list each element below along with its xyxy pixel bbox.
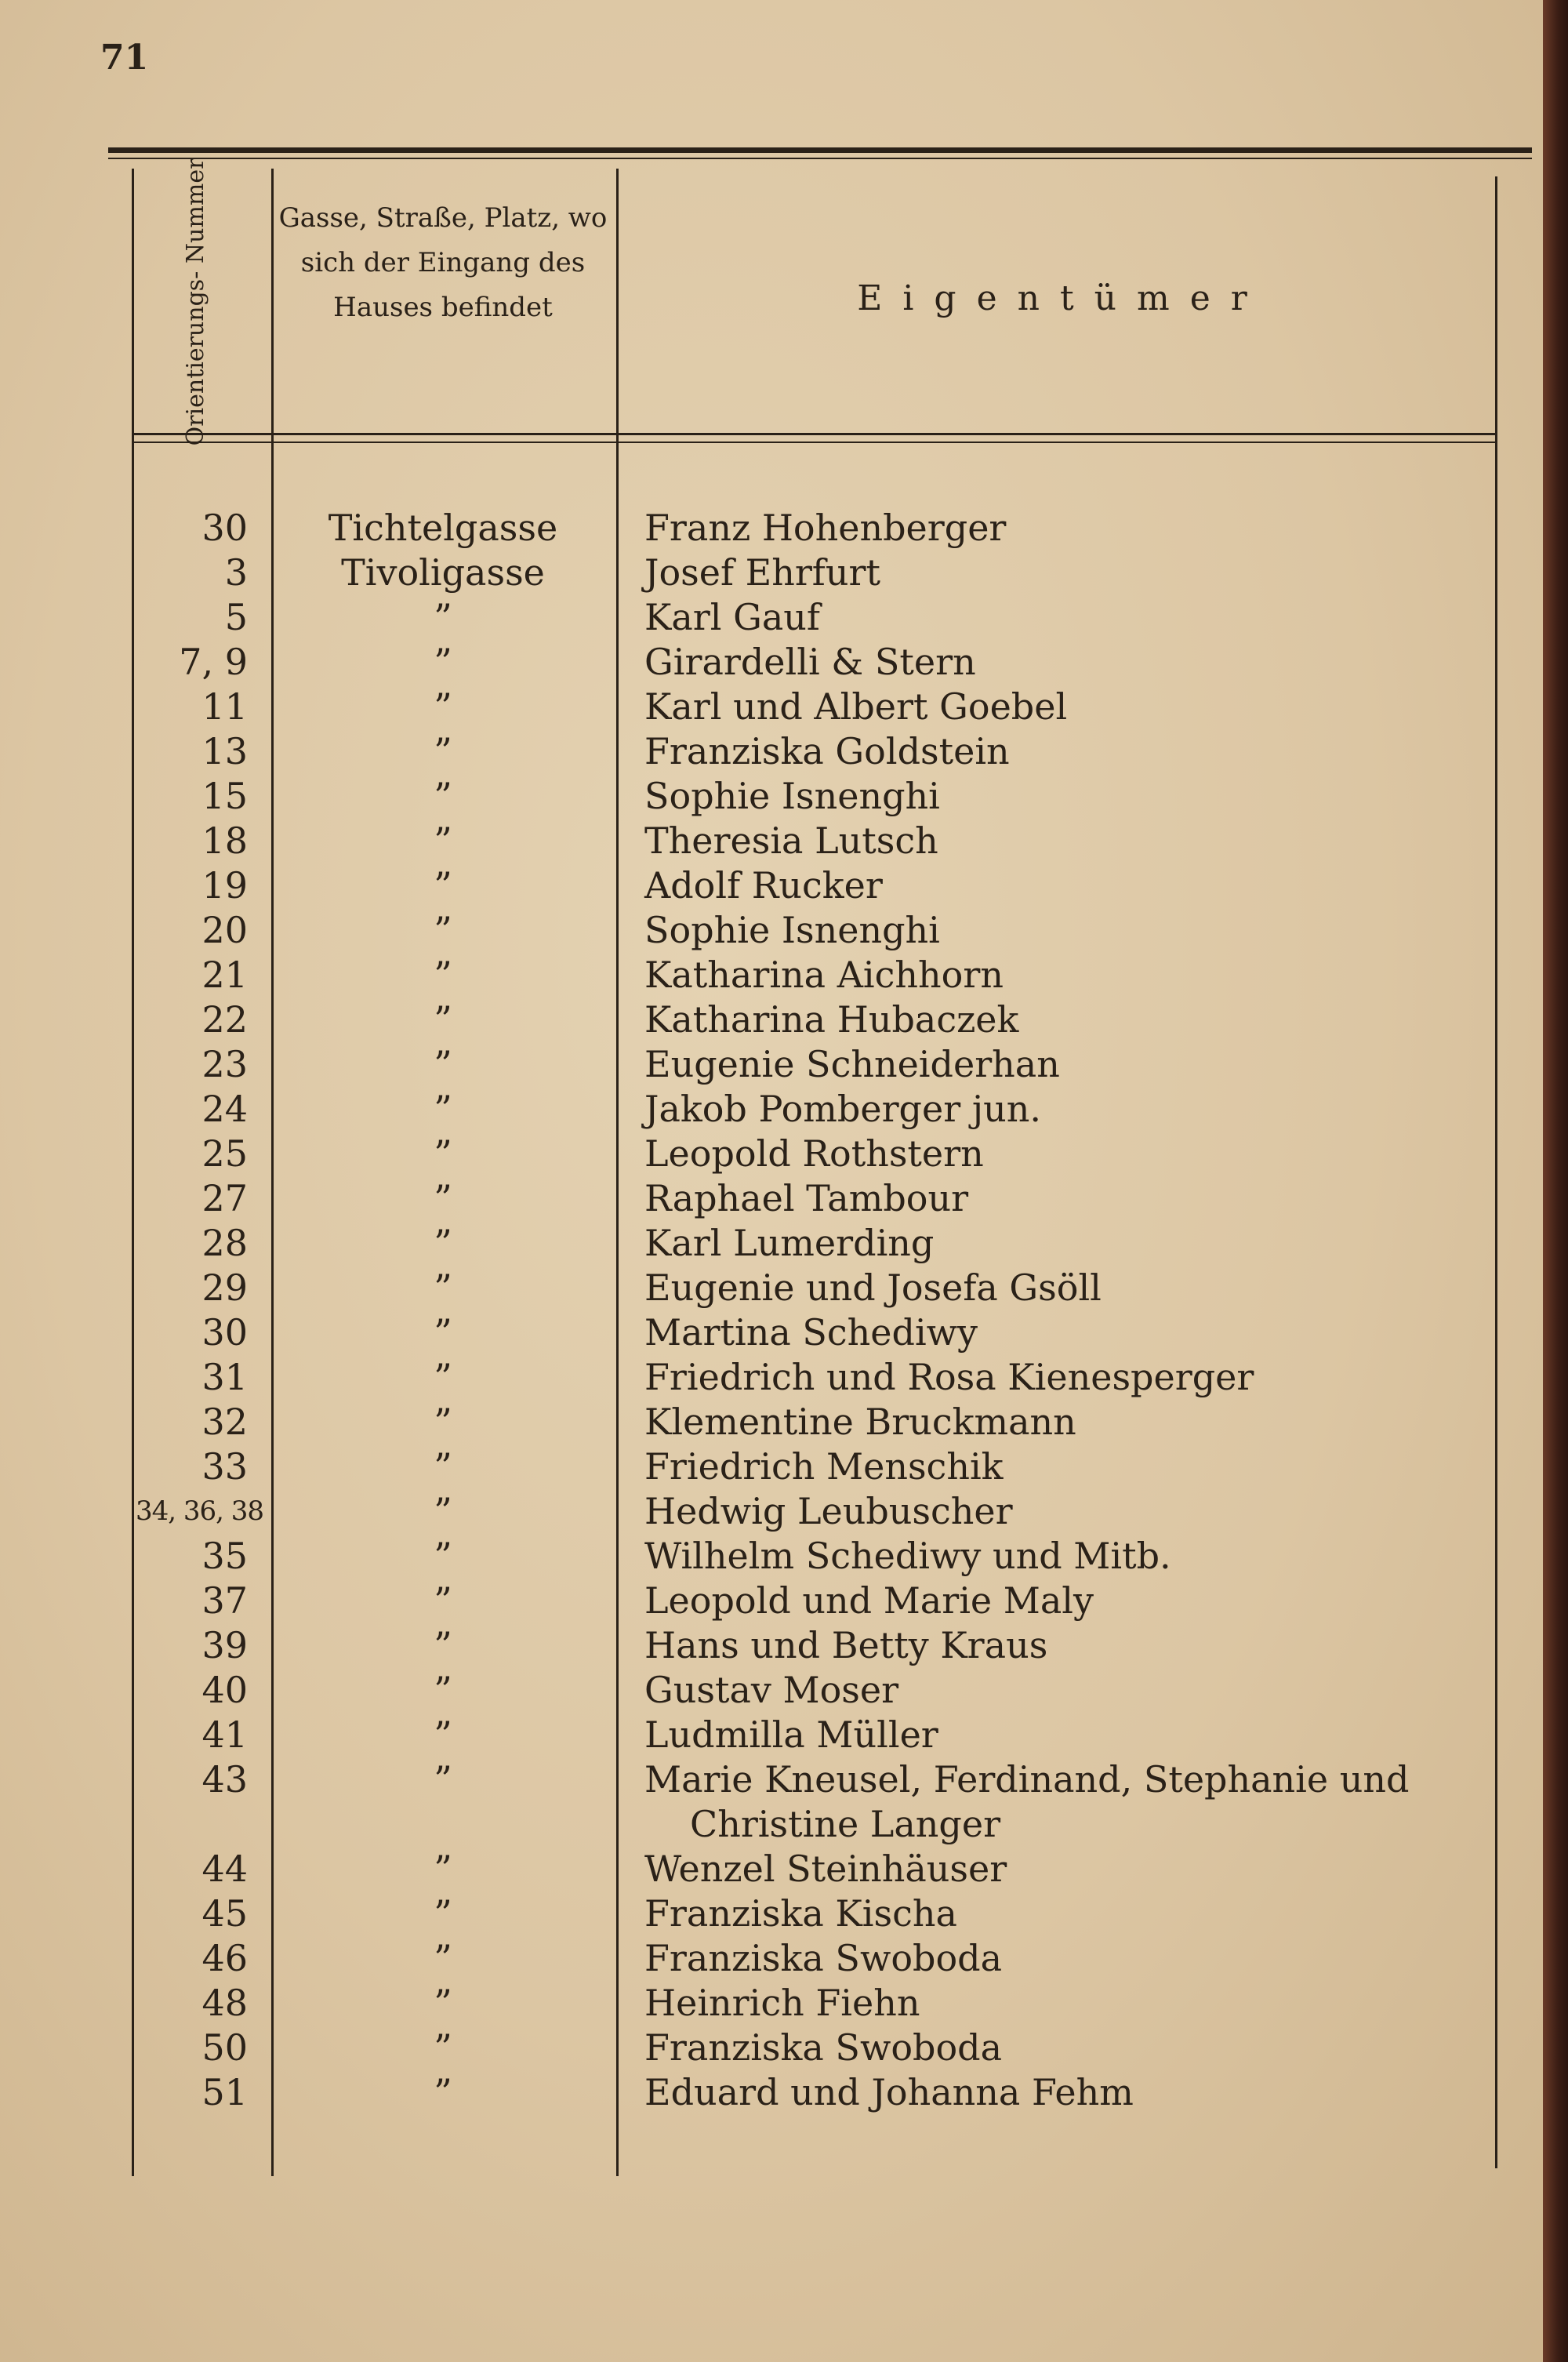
street-ditto: ” bbox=[434, 1177, 452, 1219]
top-rule-thin bbox=[108, 158, 1532, 159]
house-number: 24 bbox=[201, 1088, 248, 1130]
table-row bbox=[0, 1489, 1543, 1534]
street-ditto: ” bbox=[434, 1669, 452, 1711]
house-number: 28 bbox=[201, 1222, 248, 1264]
table-row bbox=[0, 595, 1543, 640]
house-number: 44 bbox=[201, 1848, 248, 1890]
street-ditto: ” bbox=[434, 1758, 452, 1801]
owner-name: Adolf Rucker bbox=[644, 864, 883, 907]
header-rule-lower bbox=[132, 442, 1497, 443]
street-ditto: ” bbox=[434, 685, 452, 728]
owner-name: Jakob Pomberger jun. bbox=[644, 1088, 1041, 1130]
table-row bbox=[0, 1444, 1543, 1489]
owner-name: Franziska Swoboda bbox=[644, 2026, 1003, 2069]
street-ditto: ” bbox=[434, 1982, 452, 2024]
house-number: 43 bbox=[201, 1758, 248, 1801]
header-street: Gasse, Straße, Platz, wo sich der Eingang des Hauses befindet bbox=[278, 202, 608, 323]
table-row bbox=[0, 908, 1543, 953]
table-row bbox=[0, 1891, 1543, 1936]
house-number: 18 bbox=[201, 819, 248, 862]
house-number: 3 bbox=[224, 551, 248, 594]
table-row bbox=[0, 1310, 1543, 1355]
street-ditto: ” bbox=[434, 2071, 452, 2113]
owner-name: Wilhelm Schediwy und Mitb. bbox=[644, 1535, 1171, 1577]
owner-name: Franz Hohenberger bbox=[644, 507, 1007, 549]
house-number: 5 bbox=[224, 596, 248, 638]
header-number bbox=[157, 158, 235, 446]
street-ditto: ” bbox=[434, 1848, 452, 1890]
street-ditto: ” bbox=[434, 1713, 452, 1756]
street-ditto: ” bbox=[434, 641, 452, 683]
house-number: 30 bbox=[201, 507, 248, 549]
street-ditto: ” bbox=[434, 1311, 452, 1354]
house-number: 41 bbox=[201, 1713, 248, 1756]
owner-name: Leopold Rothstern bbox=[644, 1132, 984, 1175]
table-row bbox=[0, 1400, 1543, 1444]
street-ditto: ” bbox=[434, 1222, 452, 1264]
table-row bbox=[0, 1176, 1543, 1221]
house-number: 35 bbox=[201, 1535, 248, 1577]
owner-name: Eduard und Johanna Fehm bbox=[644, 2071, 1134, 2113]
table-row bbox=[0, 1042, 1543, 1087]
street-ditto: ” bbox=[434, 1624, 452, 1666]
table-row bbox=[0, 1757, 1543, 1847]
owner-name: Katharina Aichhorn bbox=[644, 954, 1004, 996]
table-row bbox=[0, 997, 1543, 1042]
page-number: 71 bbox=[100, 38, 149, 78]
house-number: 34, 36, 38 bbox=[135, 1495, 263, 1527]
house-number: 19 bbox=[201, 864, 248, 907]
street-ditto: ” bbox=[434, 1132, 452, 1175]
street-ditto: ” bbox=[434, 596, 452, 638]
owner-name-line1: Marie Kneusel, Ferdinand, Stephanie und bbox=[644, 1758, 1410, 1801]
house-number: 23 bbox=[201, 1043, 248, 1085]
table-row bbox=[0, 2026, 1543, 2070]
street-ditto: ” bbox=[434, 1043, 452, 1085]
owner-name: Leopold und Marie Maly bbox=[644, 1579, 1094, 1622]
house-number: 37 bbox=[201, 1579, 248, 1622]
owner-name-line2: Christine Langer bbox=[690, 1803, 1001, 1845]
street-ditto: ” bbox=[434, 954, 452, 996]
table-row bbox=[0, 2070, 1543, 2115]
table-row bbox=[0, 1579, 1543, 1623]
owner-name: Josef Ehrfurt bbox=[644, 551, 880, 594]
street-name: Tivoligasse bbox=[341, 551, 545, 594]
table-row bbox=[0, 1132, 1543, 1176]
table-row bbox=[0, 685, 1543, 729]
owner-name: Karl Lumerding bbox=[644, 1222, 935, 1264]
owner-name: Eugenie und Josefa Gsöll bbox=[644, 1266, 1102, 1309]
top-rule bbox=[108, 147, 1532, 153]
house-number: 25 bbox=[201, 1132, 248, 1175]
header-owner: Eigentümer bbox=[857, 278, 1268, 318]
house-number: 22 bbox=[201, 998, 248, 1041]
table-row bbox=[0, 1981, 1543, 2026]
street-ditto: ” bbox=[434, 1535, 452, 1577]
table-row bbox=[0, 863, 1543, 908]
house-number: 39 bbox=[201, 1624, 248, 1666]
owner-name: Martina Schediwy bbox=[644, 1311, 978, 1354]
owner-name: Karl Gauf bbox=[644, 596, 820, 638]
owner-name: Raphael Tambour bbox=[644, 1177, 969, 1219]
table-row bbox=[0, 1623, 1543, 1668]
street-ditto: ” bbox=[434, 1401, 452, 1443]
table-row bbox=[0, 1266, 1543, 1310]
table-row bbox=[0, 819, 1543, 863]
house-number: 33 bbox=[201, 1445, 248, 1488]
table-row bbox=[0, 551, 1543, 595]
owner-name: Hans und Betty Kraus bbox=[644, 1624, 1048, 1666]
street-ditto: ” bbox=[434, 2026, 452, 2069]
street-ditto: ” bbox=[434, 1579, 452, 1622]
house-number: 40 bbox=[201, 1669, 248, 1711]
owner-name: Friedrich und Rosa Kienesperger bbox=[644, 1356, 1254, 1398]
owner-name: Franziska Kischa bbox=[644, 1892, 957, 1935]
owner-name: Sophie Isnenghi bbox=[644, 775, 940, 817]
house-number: 7, 9 bbox=[179, 641, 248, 683]
owner-name: Katharina Hubaczek bbox=[644, 998, 1019, 1041]
street-ditto: ” bbox=[434, 864, 452, 907]
owner-name: Franziska Goldstein bbox=[644, 730, 1010, 772]
table-row bbox=[0, 506, 1543, 551]
street-ditto: ” bbox=[434, 909, 452, 951]
owner-name: Karl und Albert Goebel bbox=[644, 685, 1068, 728]
owner-name bbox=[644, 1757, 1487, 1847]
street-ditto: ” bbox=[434, 1445, 452, 1488]
table-body bbox=[0, 506, 1543, 2115]
table-row bbox=[0, 1087, 1543, 1132]
house-number: 15 bbox=[201, 775, 248, 817]
house-number: 46 bbox=[201, 1937, 248, 1979]
table-row bbox=[0, 1534, 1543, 1579]
house-number: 50 bbox=[201, 2026, 248, 2069]
owner-name: Friedrich Menschik bbox=[644, 1445, 1004, 1488]
owner-name: Theresia Lutsch bbox=[644, 819, 938, 862]
house-number: 29 bbox=[201, 1266, 248, 1309]
owner-name: Gustav Moser bbox=[644, 1669, 899, 1711]
table-row bbox=[0, 1355, 1543, 1400]
owner-name: Klementine Bruckmann bbox=[644, 1401, 1076, 1443]
book-spine bbox=[1543, 0, 1568, 2362]
house-number: 11 bbox=[201, 685, 248, 728]
owner-name: Ludmilla Müller bbox=[644, 1713, 938, 1756]
table-row bbox=[0, 1221, 1543, 1266]
owner-name: Girardelli & Stern bbox=[644, 641, 976, 683]
table-row bbox=[0, 1847, 1543, 1891]
street-ditto: ” bbox=[434, 1088, 452, 1130]
house-number: 30 bbox=[201, 1311, 248, 1354]
owner-name: Hedwig Leubuscher bbox=[644, 1490, 1013, 1532]
owner-name: Franziska Swoboda bbox=[644, 1937, 1003, 1979]
street-ditto: ” bbox=[434, 1892, 452, 1935]
house-number: 27 bbox=[201, 1177, 248, 1219]
house-number: 45 bbox=[201, 1892, 248, 1935]
house-number: 13 bbox=[201, 730, 248, 772]
street-ditto: ” bbox=[434, 998, 452, 1041]
street-ditto: ” bbox=[434, 730, 452, 772]
table-row bbox=[0, 640, 1543, 685]
owner-name: Sophie Isnenghi bbox=[644, 909, 940, 951]
table-row bbox=[0, 1936, 1543, 1981]
header-number-label: Orientierungs- Nummer bbox=[182, 158, 209, 446]
street-ditto: ” bbox=[434, 1937, 452, 1979]
street-ditto: ” bbox=[434, 1266, 452, 1309]
header-rule bbox=[132, 433, 1497, 435]
house-number: 31 bbox=[201, 1356, 248, 1398]
table-row bbox=[0, 1713, 1543, 1757]
table-row bbox=[0, 774, 1543, 819]
house-number: 48 bbox=[201, 1982, 248, 2024]
house-number: 21 bbox=[201, 954, 248, 996]
street-ditto: ” bbox=[434, 1356, 452, 1398]
street-ditto: ” bbox=[434, 775, 452, 817]
owner-name: Heinrich Fiehn bbox=[644, 1982, 920, 2024]
street-ditto: ” bbox=[434, 1490, 452, 1532]
table-row bbox=[0, 1668, 1543, 1713]
table-row bbox=[0, 953, 1543, 997]
table-row bbox=[0, 729, 1543, 774]
owner-name: Eugenie Schneiderhan bbox=[644, 1043, 1060, 1085]
street-ditto: ” bbox=[434, 819, 452, 862]
house-number: 32 bbox=[201, 1401, 248, 1443]
owner-name: Wenzel Steinhäuser bbox=[644, 1848, 1007, 1890]
street-name: Tichtelgasse bbox=[328, 507, 558, 549]
house-number: 20 bbox=[201, 909, 248, 951]
house-number: 51 bbox=[201, 2071, 248, 2113]
